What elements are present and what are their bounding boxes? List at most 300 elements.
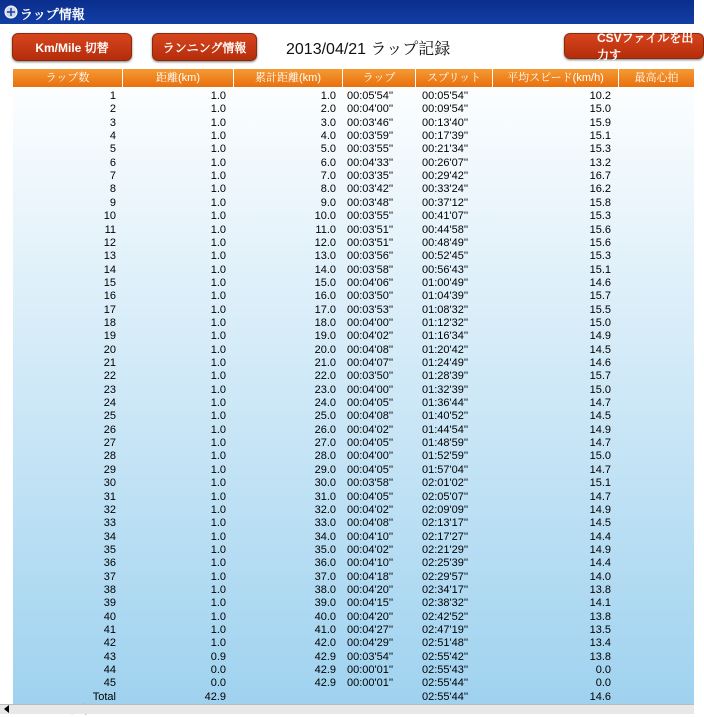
table-cell: 00:04'06''	[347, 276, 394, 289]
table-row[interactable]	[13, 397, 694, 410]
table-cell: 14.4	[589, 530, 611, 543]
col-header-max-heart-rate[interactable]: 最高心拍	[619, 69, 694, 87]
table-cell: 14.9	[589, 330, 611, 343]
table-row[interactable]	[13, 637, 694, 650]
table-cell: 42	[103, 637, 116, 650]
table-cell: 4	[109, 130, 116, 143]
table-cell: 1.0	[210, 477, 226, 490]
table-cell: 14.9	[589, 503, 611, 516]
table-cell: 20.0	[314, 343, 336, 356]
table-cell: 16	[103, 290, 116, 303]
table-cell: 00:04'00''	[347, 450, 394, 463]
table-cell: 1.0	[210, 196, 226, 209]
table-cell: 32	[103, 503, 116, 516]
table-cell: 00:04'07''	[347, 357, 394, 369]
table-row[interactable]	[13, 477, 694, 490]
table-cell: 23	[103, 383, 116, 396]
table-row[interactable]	[13, 224, 694, 237]
table-cell: 02:01'02''	[422, 477, 469, 490]
table-cell: 00:04'00''	[347, 316, 394, 329]
table-row[interactable]	[13, 304, 694, 317]
table-cell: 01:48'59''	[422, 437, 469, 450]
table-row[interactable]	[13, 237, 694, 250]
table-cell: 33	[103, 517, 116, 530]
table-cell: 00:26'07''	[422, 156, 469, 169]
table-cell: 00:04'05''	[347, 437, 394, 450]
table-cell: 15.1	[589, 263, 611, 276]
table-cell: 14.4	[589, 557, 611, 570]
table-row[interactable]	[13, 197, 694, 210]
table-row[interactable]	[13, 170, 694, 183]
table-cell: 1.0	[210, 410, 226, 423]
table-cell: 1.0	[210, 543, 226, 556]
table-cell: 11.0	[315, 223, 336, 236]
table-cell: 00:56'43''	[422, 263, 469, 276]
table-cell: 39.0	[314, 597, 336, 610]
table-row[interactable]	[13, 531, 694, 544]
table-cell: 39	[103, 597, 116, 610]
table-cell: 14.6	[589, 276, 611, 289]
table-cell: 01:08'32''	[422, 303, 469, 316]
table-cell: 16.7	[589, 170, 611, 183]
table-cell: 00:03'48''	[347, 196, 394, 209]
table-cell: 00:05'54''	[347, 90, 394, 102]
table-cell: 15.1	[589, 130, 611, 143]
table-cell: 00:04'10''	[347, 530, 394, 543]
table-cell: 1.0	[210, 624, 226, 636]
table-cell: 30.0	[314, 477, 336, 490]
table-cell: 00:03'46''	[347, 116, 394, 129]
table-row[interactable]	[13, 450, 694, 463]
table-cell: 14.7	[589, 397, 611, 410]
table-cell: 14.0	[589, 570, 611, 583]
table-cell: 1.0	[210, 223, 226, 236]
table-cell: 00:04'20''	[347, 583, 394, 596]
table-cell: 13	[103, 250, 116, 263]
table-cell: 00:04'10''	[347, 557, 394, 570]
table-row[interactable]	[13, 624, 694, 637]
table-cell: 0.0	[595, 664, 611, 677]
table-cell: 00:04'08''	[347, 343, 394, 356]
table-cell: 15.0	[314, 276, 336, 289]
lap-table	[13, 69, 694, 704]
table-cell: 7	[109, 170, 116, 183]
table-cell: 14.0	[314, 263, 336, 276]
table-cell: 1.0	[210, 610, 226, 623]
table-cell: 38	[103, 583, 116, 596]
table-cell: 00:04'08''	[347, 410, 394, 423]
table-cell: 37	[103, 570, 116, 583]
table-cell: 1.0	[210, 517, 226, 530]
col-header-lap[interactable]: ラップ	[343, 69, 416, 87]
table-cell: 5.0	[320, 143, 336, 156]
table-cell: 37.0	[314, 570, 336, 583]
table-cell: 01:52'59''	[422, 450, 469, 463]
table-cell: 1.0	[210, 450, 226, 463]
table-cell: 00:04'18''	[347, 570, 394, 583]
table-cell: 00:48'49''	[422, 236, 469, 249]
table-cell: 15.9	[589, 116, 611, 129]
table-cell: 00:03'55''	[347, 143, 394, 156]
table-cell: 1.0	[210, 170, 226, 183]
table-cell: 01:04'39''	[422, 290, 469, 303]
table-cell: 41	[103, 624, 116, 636]
table-cell: 15.5	[589, 303, 611, 316]
table-cell: 36	[103, 557, 116, 570]
table-cell: 12	[103, 236, 116, 249]
table-cell: 01:12'32''	[422, 316, 469, 329]
col-header-distance[interactable]: 距離(km)	[123, 69, 234, 87]
table-cell: 14.6	[589, 357, 611, 369]
table-cell: 00:03'35''	[347, 170, 394, 183]
table-cell: 15.6	[589, 223, 611, 236]
table-cell: 00:03'58''	[347, 263, 394, 276]
table-cell: 27.0	[314, 437, 336, 450]
table-cell: 34	[103, 530, 116, 543]
table-cell: 16.0	[314, 290, 336, 303]
table-cell: 1.0	[210, 90, 226, 102]
table-cell: 15.6	[589, 236, 611, 249]
table-cell: 15.0	[589, 383, 611, 396]
table-cell: 02:51'48''	[422, 637, 469, 650]
table-cell: 00:04'00''	[347, 103, 394, 116]
table-cell: 42.0	[314, 637, 336, 650]
table-cell: 02:21'29''	[422, 543, 469, 556]
table-cell: 2	[109, 103, 116, 116]
table-cell: 8	[109, 183, 116, 196]
table-cell: 14.9	[589, 543, 611, 556]
table-row[interactable]	[13, 464, 694, 477]
table-cell: 01:20'42''	[422, 343, 469, 356]
table-cell: 02:34'17''	[422, 583, 469, 596]
table-cell: 1.0	[210, 490, 226, 503]
table-cell: 1.0	[320, 90, 336, 102]
table-cell: 1.0	[210, 316, 226, 329]
table-row[interactable]	[13, 571, 694, 584]
table-cell: 26.0	[314, 423, 336, 436]
table-cell: 1.0	[210, 397, 226, 410]
table-cell: 15.3	[589, 210, 611, 223]
table-cell: 00:04'29''	[347, 637, 394, 650]
table-cell: 11	[104, 223, 116, 236]
table-cell: 24	[103, 397, 116, 410]
table-cell: 15.7	[589, 370, 611, 383]
table-cell: 00:04'15''	[347, 597, 394, 610]
table-row[interactable]	[13, 317, 694, 330]
table-cell: 00:09'54''	[422, 103, 469, 116]
table-cell: 14.1	[589, 597, 611, 610]
table-cell: 1.0	[210, 583, 226, 596]
table-cell: 00:04'08''	[347, 517, 394, 530]
table-cell: 01:00'49''	[422, 276, 469, 289]
table-row[interactable]	[13, 290, 694, 303]
total-split: 02:55'44''	[422, 690, 469, 703]
table-row[interactable]	[13, 544, 694, 557]
table-cell: 1.0	[210, 637, 226, 650]
table-cell: 00:29'42''	[422, 170, 469, 183]
table-cell: 00:04'02''	[347, 503, 394, 516]
table-row[interactable]	[13, 90, 694, 103]
table-cell: 42.9	[314, 650, 336, 663]
table-cell: 00:04'05''	[347, 397, 394, 410]
table-cell: 20	[103, 343, 116, 356]
table-cell: 24.0	[314, 397, 336, 410]
table-cell: 10.0	[314, 210, 336, 223]
table-cell: 40	[103, 610, 116, 623]
total-distance: 42.9	[204, 690, 226, 703]
table-cell: 13.5	[589, 624, 611, 636]
total-label: Total	[92, 690, 116, 703]
table-cell: 1.0	[210, 250, 226, 263]
table-cell: 00:03'59''	[347, 130, 394, 143]
table-cell: 1.0	[210, 597, 226, 610]
table-cell: 13.0	[314, 250, 336, 263]
table-row[interactable]	[13, 130, 694, 143]
col-header-avg-speed[interactable]: 平均スピード(km/h)	[493, 69, 619, 87]
table-cell: 1	[109, 90, 116, 102]
table-cell: 14.5	[589, 517, 611, 530]
table-cell: 00:03'51''	[347, 223, 394, 236]
table-cell: 44	[103, 664, 116, 677]
table-cell: 45	[103, 677, 116, 690]
table-cell: 1.0	[210, 557, 226, 570]
table-cell: 38.0	[314, 583, 336, 596]
scroll-left-arrow-icon[interactable]	[4, 705, 9, 713]
table-cell: 42.9	[314, 664, 336, 677]
table-row[interactable]	[13, 117, 694, 130]
table-cell: 14.5	[589, 343, 611, 356]
table-cell: 32.0	[314, 503, 336, 516]
table-cell: 0.0	[210, 677, 226, 690]
table-cell: 13.4	[589, 637, 611, 650]
table-cell: 1.0	[210, 330, 226, 343]
table-row[interactable]	[13, 264, 694, 277]
table-cell: 15.1	[589, 477, 611, 490]
table-cell: 12.0	[314, 236, 336, 249]
table-cell: 15.0	[589, 450, 611, 463]
table-cell: 36.0	[314, 557, 336, 570]
table-cell: 13.2	[589, 156, 611, 169]
table-cell: 13.8	[589, 650, 611, 663]
table-cell: 00:04'02''	[347, 543, 394, 556]
horizontal-scrollbar[interactable]	[0, 704, 694, 714]
table-row[interactable]	[13, 597, 694, 610]
table-cell: 02:17'27''	[422, 530, 469, 543]
table-row[interactable]	[13, 557, 694, 570]
table-row[interactable]	[13, 344, 694, 357]
table-cell: 29.0	[314, 463, 336, 476]
table-row[interactable]	[13, 103, 694, 116]
table-cell: 14.7	[589, 463, 611, 476]
table-cell: 0.0	[595, 677, 611, 690]
table-cell: 02:09'09''	[422, 503, 469, 516]
table-row[interactable]	[13, 157, 694, 170]
table-cell: 2.0	[320, 103, 336, 116]
table-cell: 3	[109, 116, 116, 129]
table-cell: 00:03'51''	[347, 236, 394, 249]
table-cell: 00:03'50''	[347, 290, 394, 303]
km-mile-toggle-button[interactable]: Km/Mile 切替	[12, 33, 132, 61]
table-row[interactable]	[13, 143, 694, 156]
table-row[interactable]	[13, 517, 694, 530]
table-row[interactable]	[13, 677, 694, 690]
table-cell: 02:29'57''	[422, 570, 469, 583]
table-row[interactable]	[13, 277, 694, 290]
table-cell: 9	[109, 196, 116, 209]
table-row[interactable]	[13, 250, 694, 263]
table-cell: 1.0	[210, 370, 226, 383]
table-row[interactable]	[13, 437, 694, 450]
table-cell: 00:52'45''	[422, 250, 469, 263]
table-cell: 01:36'44''	[422, 397, 469, 410]
csv-export-button[interactable]: CSVファイルを出力す	[564, 33, 704, 59]
col-header-cumulative-distance[interactable]: 累計距離(km)	[234, 69, 343, 87]
table-cell: 00:44'58''	[422, 223, 469, 236]
table-cell: 02:25'39''	[422, 557, 469, 570]
table-row[interactable]	[13, 664, 694, 677]
table-cell: 1.0	[210, 210, 226, 223]
table-cell: 1.0	[210, 383, 226, 396]
table-cell: 00:03'53''	[347, 303, 394, 316]
table-row[interactable]	[13, 491, 694, 504]
table-row[interactable]	[13, 504, 694, 517]
table-cell: 00:37'12''	[422, 196, 469, 209]
total-speed: 14.6	[589, 690, 611, 703]
table-cell: 21.0	[314, 357, 336, 369]
col-header-split[interactable]: スプリット	[416, 69, 493, 87]
app-icon	[4, 5, 18, 19]
table-cell: 1.0	[210, 276, 226, 289]
table-cell: 00:04'27''	[347, 624, 394, 636]
table-cell: 01:32'39''	[422, 383, 469, 396]
table-cell: 10.2	[589, 90, 611, 102]
table-cell: 15.7	[589, 290, 611, 303]
table-cell: 28.0	[314, 450, 336, 463]
table-row[interactable]	[13, 384, 694, 397]
table-cell: 16.2	[589, 183, 611, 196]
table-cell: 00:03'54''	[347, 650, 394, 663]
table-cell: 28	[103, 450, 116, 463]
table-cell: 1.0	[210, 437, 226, 450]
table-cell: 02:47'19''	[422, 624, 469, 636]
table-cell: 1.0	[210, 503, 226, 516]
table-cell: 1.0	[210, 183, 226, 196]
table-cell: 1.0	[210, 303, 226, 316]
col-header-lap-number[interactable]: ラップ数	[13, 69, 123, 87]
table-row[interactable]	[13, 410, 694, 423]
table-cell: 15.0	[589, 103, 611, 116]
table-row[interactable]	[13, 357, 694, 370]
table-cell: 1.0	[210, 463, 226, 476]
table-cell: 29	[103, 463, 116, 476]
table-cell: 18	[103, 316, 116, 329]
table-cell: 00:21'34''	[422, 143, 469, 156]
table-row[interactable]	[13, 584, 694, 597]
table-cell: 17.0	[314, 303, 336, 316]
table-cell: 1.0	[210, 357, 226, 369]
table-cell: 30	[103, 477, 116, 490]
table-cell: 14.9	[589, 423, 611, 436]
table-cell: 34.0	[314, 530, 336, 543]
table-row[interactable]	[13, 330, 694, 343]
table-row[interactable]	[13, 611, 694, 624]
table-cell: 0.9	[210, 650, 226, 663]
table-cell: 15.3	[589, 143, 611, 156]
table-cell: 13.8	[589, 610, 611, 623]
table-cell: 00:04'02''	[347, 330, 394, 343]
table-row[interactable]	[13, 424, 694, 437]
table-cell: 00:33'24''	[422, 183, 469, 196]
table-cell: 1.0	[210, 530, 226, 543]
page-title: 2013/04/21 ラップ記録	[286, 41, 451, 58]
table-row[interactable]	[13, 183, 694, 196]
table-cell: 00:04'05''	[347, 463, 394, 476]
table-cell: 8.0	[320, 183, 336, 196]
table-row[interactable]	[13, 370, 694, 383]
table-cell: 1.0	[210, 130, 226, 143]
table-cell: 00:03'50''	[347, 370, 394, 383]
title-bar	[0, 0, 694, 24]
table-cell: 1.0	[210, 290, 226, 303]
table-cell: 22.0	[314, 370, 336, 383]
table-header	[13, 69, 694, 87]
table-cell: 14.7	[589, 437, 611, 450]
table-cell: 00:05'54''	[422, 90, 469, 102]
table-cell: 15.0	[589, 316, 611, 329]
table-cell: 00:03'56''	[347, 250, 394, 263]
table-cell: 14.5	[589, 410, 611, 423]
table-cell: 00:03'58''	[347, 477, 394, 490]
running-info-button[interactable]: ランニング情報	[152, 33, 257, 61]
table-cell: 26	[103, 423, 116, 436]
table-cell: 1.0	[210, 143, 226, 156]
table-cell: 02:13'17''	[422, 517, 469, 530]
table-cell: 4.0	[320, 130, 336, 143]
total-row	[13, 691, 694, 704]
table-cell: 02:55'42''	[422, 650, 469, 663]
window-title: ラップ情報	[20, 7, 85, 22]
table-cell: 0.0	[210, 664, 226, 677]
table-cell: 21	[103, 357, 116, 369]
table-cell: 42.9	[314, 677, 336, 690]
table-cell: 01:44'54''	[422, 423, 469, 436]
table-row[interactable]	[13, 651, 694, 664]
table-cell: 00:04'33''	[347, 156, 394, 169]
table-cell: 00:04'02''	[347, 423, 394, 436]
table-cell: 00:04'00''	[347, 383, 394, 396]
table-cell: 01:40'52''	[422, 410, 469, 423]
table-cell: 00:04'05''	[347, 490, 394, 503]
table-cell: 02:42'52''	[422, 610, 469, 623]
table-cell: 02:55'44''	[422, 677, 469, 690]
table-row[interactable]	[13, 210, 694, 223]
table-cell: 35.0	[314, 543, 336, 556]
table-cell: 43	[103, 650, 116, 663]
table-cell: 3.0	[320, 116, 336, 129]
table-cell: 33.0	[314, 517, 336, 530]
table-cell: 31.0	[314, 490, 336, 503]
table-cell: 1.0	[210, 343, 226, 356]
table-cell: 02:55'43''	[422, 664, 469, 677]
table-cell: 31	[103, 490, 116, 503]
table-cell: 18.0	[314, 316, 336, 329]
table-cell: 1.0	[210, 570, 226, 583]
table-cell: 7.0	[320, 170, 336, 183]
table-cell: 01:24'49''	[422, 357, 469, 369]
table-cell: 40.0	[314, 610, 336, 623]
table-cell: 1.0	[210, 156, 226, 169]
table-cell: 15.8	[589, 196, 611, 209]
